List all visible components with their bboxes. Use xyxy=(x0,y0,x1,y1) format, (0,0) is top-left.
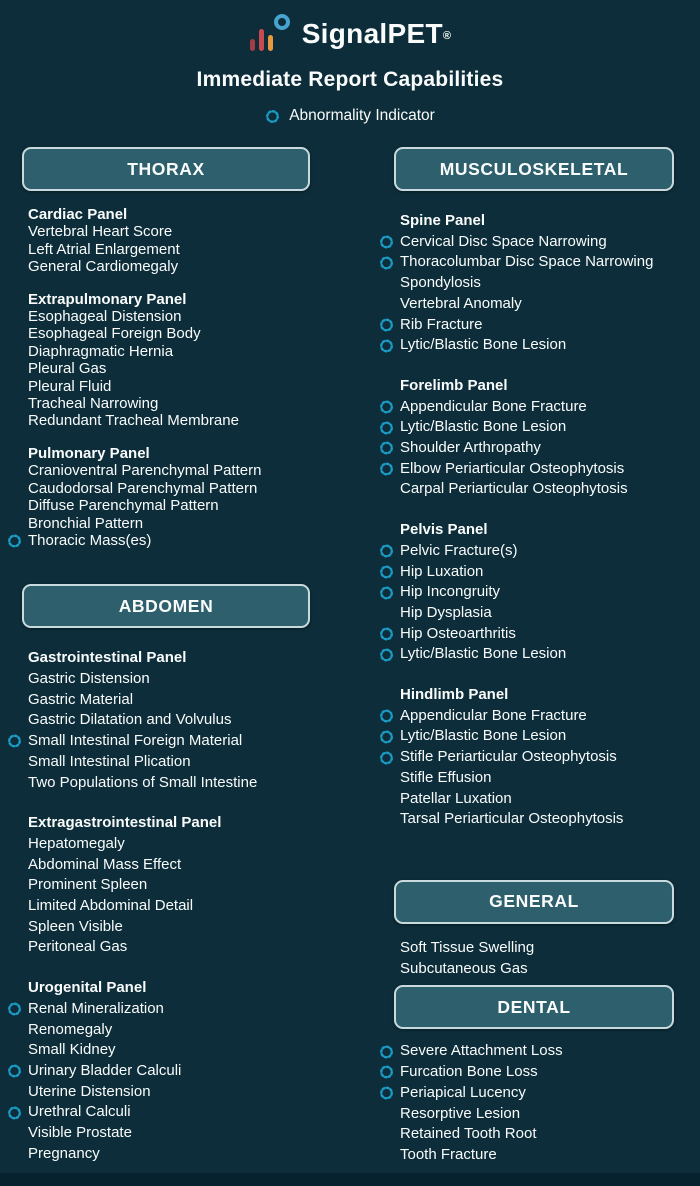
list-item-label: Limited Abdominal Detail xyxy=(28,897,194,915)
abnormality-indicator-icon xyxy=(379,235,394,250)
list-item-label: Elbow Periarticular Osteophytosis xyxy=(400,459,625,477)
section-header-dental xyxy=(394,985,674,1029)
panel-cardiac-panel xyxy=(28,206,310,276)
list-item-label: Shoulder Arthropathy xyxy=(400,439,541,457)
abnormality-indicator-icon xyxy=(379,399,394,414)
list-item-label: Prominent Spleen xyxy=(28,876,148,894)
list-item-label: Visible Prostate xyxy=(28,1124,132,1142)
logo-circle-icon xyxy=(274,14,290,30)
section-header-label: DENTAL xyxy=(497,996,571,1017)
abnormality-indicator-icon xyxy=(379,729,394,744)
list-item xyxy=(28,308,310,325)
list-item-label: Caudodorsal Parenchymal Pattern xyxy=(28,479,258,497)
section-header-label: GENERAL xyxy=(489,891,579,912)
list-item-label: Soft Tissue Swelling xyxy=(400,938,535,956)
list-item xyxy=(400,603,674,624)
list-item-label: Gastric Distension xyxy=(28,670,150,688)
list-item xyxy=(400,1062,674,1083)
list-item xyxy=(28,690,310,711)
section-header-label: ABDOMEN xyxy=(118,595,214,616)
list-item xyxy=(400,417,674,438)
list-item xyxy=(28,917,310,938)
list-item-label: Appendicular Bone Fracture xyxy=(400,706,587,724)
list-item-label: Small Intestinal Foreign Material xyxy=(28,732,243,750)
abnormality-indicator-icon xyxy=(7,1105,22,1120)
panel-items xyxy=(400,1041,674,1165)
list-item xyxy=(28,773,310,794)
list-item xyxy=(28,515,310,532)
list-item-label: Urinary Bladder Calculi xyxy=(28,1061,182,1079)
list-item xyxy=(400,706,674,727)
panel-urogenital-panel xyxy=(28,978,310,1164)
list-item-label: Pregnancy xyxy=(28,1144,100,1162)
registered-mark: ® xyxy=(442,30,452,42)
list-item-label: Furcation Bone Loss xyxy=(400,1063,538,1081)
list-item xyxy=(28,223,310,240)
panel-title: Extrapulmonary Panel xyxy=(28,290,187,308)
panel-title: Forelimb Panel xyxy=(400,376,508,394)
list-item xyxy=(400,1083,674,1104)
list-item xyxy=(400,959,674,980)
abnormality-indicator-icon xyxy=(379,420,394,435)
list-item xyxy=(400,397,674,418)
list-item xyxy=(400,1041,674,1062)
list-item-label: Small Intestinal Plication xyxy=(28,752,191,770)
list-item-label: General Cardiomegaly xyxy=(28,258,179,276)
abnormality-indicator-icon xyxy=(379,338,394,353)
list-item-label: Thoracolumbar Disc Space Narrowing xyxy=(400,253,654,271)
list-item xyxy=(400,294,674,315)
list-item-label: Diaphragmatic Hernia xyxy=(28,342,174,360)
section-header-abdomen xyxy=(22,584,310,628)
signalpet-logo-icon xyxy=(249,13,291,55)
list-item-label: Carpal Periarticular Osteophytosis xyxy=(400,480,628,498)
list-item xyxy=(28,360,310,377)
list-item xyxy=(28,1082,310,1103)
list-item-label: Tracheal Narrowing xyxy=(28,395,159,413)
section-dental xyxy=(400,985,674,1165)
brand-name-text: SignalPET xyxy=(301,18,443,49)
abnormality-indicator-icon xyxy=(265,109,280,124)
abnormality-indicator-icon xyxy=(379,317,394,332)
page-title: Immediate Report Capabilities xyxy=(196,68,504,91)
list-item-label: Spondylosis xyxy=(400,274,481,292)
list-item xyxy=(400,747,674,768)
list-item xyxy=(28,1144,310,1165)
abnormality-indicator-icon xyxy=(379,564,394,579)
list-item xyxy=(400,438,674,459)
list-item xyxy=(28,258,310,275)
list-item xyxy=(28,896,310,917)
abnormality-indicator-icon xyxy=(379,709,394,724)
abnormality-indicator-icon xyxy=(379,627,394,642)
list-item xyxy=(28,1040,310,1061)
list-item-label: Redundant Tracheal Membrane xyxy=(28,412,239,430)
list-item xyxy=(400,768,674,789)
panel-gastrointestinal-panel xyxy=(28,648,310,793)
abnormality-indicator-icon xyxy=(379,255,394,270)
section-header-thorax xyxy=(22,147,310,191)
list-item xyxy=(28,1020,310,1041)
panel-title: Gastrointestinal Panel xyxy=(28,649,187,667)
list-item-label: Resorptive Lesion xyxy=(400,1104,521,1122)
list-item-label: Abdominal Mass Effect xyxy=(28,855,182,873)
list-item-label: Appendicular Bone Fracture xyxy=(400,397,587,415)
brand-row xyxy=(0,13,700,59)
list-item-label: Pleural Gas xyxy=(28,360,107,378)
abnormality-indicator-icon xyxy=(7,1064,22,1079)
list-item xyxy=(28,378,310,395)
list-item-label: Hepatomegaly xyxy=(28,834,125,852)
list-item-label: Pleural Fluid xyxy=(28,377,112,395)
list-item-label: Hip Osteoarthritis xyxy=(400,624,516,642)
panel-pulmonary-panel xyxy=(28,445,310,549)
abnormality-indicator-icon xyxy=(7,1002,22,1017)
list-item xyxy=(28,1123,310,1144)
legend xyxy=(0,107,700,125)
abnormality-indicator-icon xyxy=(7,533,22,548)
list-item-label: Left Atrial Enlargement xyxy=(28,240,180,258)
left-column xyxy=(28,147,310,1164)
panel-spine-panel xyxy=(400,211,674,356)
list-item-label: Peritoneal Gas xyxy=(28,938,128,956)
abnormality-indicator-icon xyxy=(379,544,394,559)
list-item xyxy=(400,273,674,294)
list-item-label: Lytic/Blastic Bone Lesion xyxy=(400,418,567,436)
section-header-musculoskeletal xyxy=(394,147,674,191)
list-item xyxy=(28,480,310,497)
brand-name xyxy=(302,13,452,55)
panel-items xyxy=(400,938,674,979)
section-header-label: THORAX xyxy=(127,158,205,179)
panel-title: Pulmonary Panel xyxy=(28,444,150,462)
header xyxy=(0,0,700,125)
abnormality-indicator-icon xyxy=(379,585,394,600)
list-item xyxy=(28,532,310,549)
panel-hindlimb-panel xyxy=(400,685,674,830)
panel-title: Spine Panel xyxy=(400,212,486,229)
list-item-label: Uterine Distension xyxy=(28,1082,151,1100)
list-item xyxy=(400,1104,674,1125)
list-item xyxy=(400,479,674,500)
list-item-label: Urethral Calculi xyxy=(28,1103,131,1121)
footer-strip xyxy=(0,1173,700,1186)
logo-bar-icon xyxy=(250,39,255,51)
section-general xyxy=(400,880,674,979)
list-item xyxy=(400,789,674,810)
section-thorax xyxy=(28,147,310,549)
section-header-label: MUSCULOSKELETAL xyxy=(439,158,629,179)
list-item xyxy=(28,710,310,731)
list-item-label: Cranioventral Parenchymal Pattern xyxy=(28,462,262,480)
panel-forelimb-panel xyxy=(400,376,674,500)
list-item xyxy=(28,937,310,958)
list-item-label: Renomegaly xyxy=(28,1020,113,1038)
list-item xyxy=(400,315,674,336)
list-item xyxy=(28,241,310,258)
list-item-label: Gastric Material xyxy=(28,690,134,708)
list-item xyxy=(28,1061,310,1082)
list-item-label: Vertebral Anomaly xyxy=(400,294,522,312)
list-item-label: Rib Fracture xyxy=(400,315,483,333)
list-item-label: Subcutaneous Gas xyxy=(400,959,528,977)
list-item-label: Tooth Fracture xyxy=(400,1145,497,1163)
right-column xyxy=(400,147,674,1166)
list-item xyxy=(400,582,674,603)
panel-extragastrointestinal-panel xyxy=(28,813,310,958)
list-item-label: Lytic/Blastic Bone Lesion xyxy=(400,727,567,745)
list-item xyxy=(28,497,310,514)
list-item xyxy=(400,1145,674,1166)
logo-bar-icon xyxy=(268,35,273,51)
list-item-label: Spleen Visible xyxy=(28,917,123,935)
list-item xyxy=(28,343,310,360)
panel-title: Urogenital Panel xyxy=(28,979,147,997)
list-item-label: Hip Incongruity xyxy=(400,583,501,601)
abnormality-indicator-icon xyxy=(379,1044,394,1059)
list-item xyxy=(28,855,310,876)
list-item-label: Cervical Disc Space Narrowing xyxy=(400,232,607,250)
list-item-label: Patellar Luxation xyxy=(400,789,512,807)
abnormality-indicator-icon xyxy=(379,1086,394,1101)
list-item-label: Two Populations of Small Intestine xyxy=(28,773,258,791)
list-item xyxy=(400,459,674,480)
legend-label: Abnormality Indicator xyxy=(289,107,435,124)
abnormality-indicator-icon xyxy=(379,750,394,765)
list-item xyxy=(28,834,310,855)
list-item xyxy=(28,412,310,429)
list-item xyxy=(400,335,674,356)
list-item xyxy=(28,999,310,1020)
list-item xyxy=(28,1102,310,1123)
panel-title: Hindlimb Panel xyxy=(400,686,509,704)
list-item xyxy=(28,875,310,896)
list-item xyxy=(400,644,674,665)
list-item xyxy=(28,395,310,412)
section-musculoskeletal xyxy=(400,147,674,830)
list-item-label: Retained Tooth Root xyxy=(400,1125,537,1143)
list-item xyxy=(28,731,310,752)
list-item-label: Esophageal Distension xyxy=(28,308,182,326)
list-item-label: Esophageal Foreign Body xyxy=(28,325,201,343)
list-item-label: Vertebral Heart Score xyxy=(28,223,173,241)
abnormality-indicator-icon xyxy=(379,1065,394,1080)
abnormality-indicator-icon xyxy=(379,441,394,456)
list-item-label: Pelvic Fracture(s) xyxy=(400,541,518,559)
list-item-label: Thoracic Mass(es) xyxy=(28,531,152,549)
list-item-label: Hip Luxation xyxy=(400,562,484,580)
panel-title: Extragastrointestinal Panel xyxy=(28,814,222,832)
list-item xyxy=(400,252,674,273)
panel-title: Pelvis Panel xyxy=(400,521,488,539)
list-item-label: Stifle Effusion xyxy=(400,768,492,786)
list-item xyxy=(28,462,310,479)
list-item-label: Bronchial Pattern xyxy=(28,514,144,532)
list-item xyxy=(400,562,674,583)
list-item xyxy=(400,232,674,253)
logo-bar-icon xyxy=(259,29,264,51)
section-abdomen xyxy=(28,584,310,1164)
list-item xyxy=(400,624,674,645)
list-item-label: Lytic/Blastic Bone Lesion xyxy=(400,645,567,663)
abnormality-indicator-icon xyxy=(379,647,394,662)
list-item xyxy=(28,325,310,342)
list-item xyxy=(400,726,674,747)
list-item-label: Renal Mineralization xyxy=(28,999,164,1017)
list-item-label: Lytic/Blastic Bone Lesion xyxy=(400,336,567,354)
list-item xyxy=(400,809,674,830)
list-item-label: Gastric Dilatation and Volvulus xyxy=(28,711,232,729)
panel-pelvis-panel xyxy=(400,520,674,665)
section-header-general xyxy=(394,880,674,924)
list-item xyxy=(400,1124,674,1145)
list-item-label: Tarsal Periarticular Osteophytosis xyxy=(400,810,624,828)
abnormality-indicator-icon xyxy=(7,734,22,749)
list-item-label: Severe Attachment Loss xyxy=(400,1042,563,1060)
abnormality-indicator-icon xyxy=(379,462,394,477)
list-item xyxy=(400,938,674,959)
list-item-label: Stifle Periarticular Osteophytosis xyxy=(400,748,617,766)
panel-extrapulmonary-panel xyxy=(28,291,310,430)
list-item-label: Small Kidney xyxy=(28,1041,116,1059)
list-item-label: Periapical Lucency xyxy=(400,1083,526,1101)
panel-title: Cardiac Panel xyxy=(28,206,128,223)
list-item xyxy=(28,752,310,773)
list-item xyxy=(28,669,310,690)
list-item-label: Hip Dysplasia xyxy=(400,603,492,621)
list-item xyxy=(400,541,674,562)
list-item-label: Diffuse Parenchymal Pattern xyxy=(28,497,219,515)
